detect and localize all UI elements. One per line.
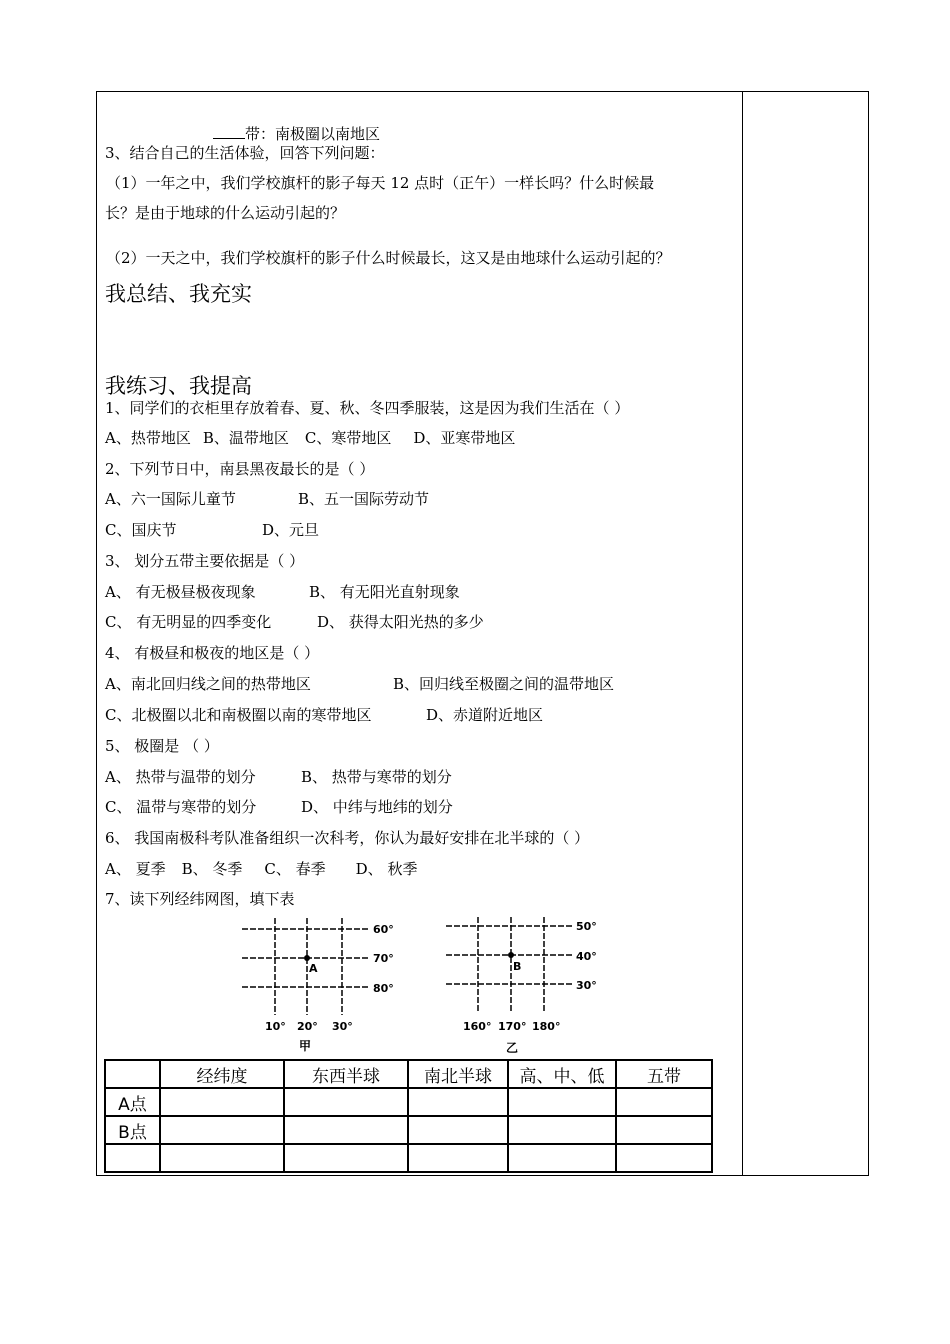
- q3-2: （2）一天之中，我们学校旗杆的影子什么时候最长，这又是由地球什么运动引起的？: [106, 249, 671, 267]
- answer-cell[interactable]: [616, 1088, 712, 1116]
- answer-cell[interactable]: [408, 1088, 508, 1116]
- option[interactable]: B、 有无阳光直射现象: [309, 583, 460, 601]
- question-2-options-row2: [105, 520, 319, 540]
- option[interactable]: C、寒带地区: [304, 429, 392, 447]
- question-3: 3、 划分五带主要依据是（ ）: [105, 552, 305, 570]
- zone-definition-text: 带：南极圈以南地区: [245, 125, 381, 143]
- heading-practice: 我练习、我提高: [105, 374, 252, 398]
- answer-cell[interactable]: [160, 1144, 284, 1172]
- diagram-caption: 甲: [299, 1039, 312, 1053]
- point-a-label: A: [309, 962, 318, 975]
- option[interactable]: D、 中纬与地纬的划分: [301, 798, 453, 816]
- question-4-options-row1: [105, 674, 614, 694]
- option[interactable]: A、 有无极昼极夜现象: [105, 583, 256, 601]
- question-5-options-row1: [105, 767, 452, 787]
- zone-definition-line: [213, 124, 380, 144]
- table-header-row: [105, 1060, 712, 1088]
- answer-cell[interactable]: [284, 1144, 408, 1172]
- lon-label: 20°: [297, 1020, 318, 1033]
- lon-label: 30°: [332, 1020, 353, 1033]
- option[interactable]: A、六一国际儿童节: [105, 490, 236, 508]
- lon-label: 160°: [463, 1020, 492, 1033]
- answer-cell[interactable]: [284, 1088, 408, 1116]
- option[interactable]: B、回归线至极圈之间的温带地区: [393, 675, 615, 693]
- table-row: [105, 1088, 712, 1116]
- heading-summary: 我总结、我充实: [105, 282, 252, 306]
- q3-intro: 3、结合自己的生活体验，回答下列问题：: [105, 144, 385, 162]
- row-label-cell: [105, 1144, 160, 1172]
- question-6-options: [105, 859, 417, 879]
- row-label-cell: A点: [105, 1088, 160, 1116]
- lat-label: 40°: [576, 950, 597, 963]
- answer-table: [104, 1059, 713, 1173]
- graticule-diagram-a: [238, 915, 408, 1055]
- table-header-cell: 高、中、低: [508, 1060, 616, 1088]
- question-4: 4、 有极昼和极夜的地区是（ ）: [105, 644, 320, 662]
- diagram-caption: 乙: [506, 1041, 519, 1055]
- option[interactable]: D、 获得太阳光热的多少: [317, 613, 484, 631]
- question-5: 5、 极圈是 （ ）: [105, 737, 219, 755]
- answer-cell[interactable]: [508, 1144, 616, 1172]
- lon-label: 180°: [532, 1020, 561, 1033]
- answer-cell[interactable]: [408, 1144, 508, 1172]
- q3-1-line1: （1）一年之中，我们学校旗杆的影子每天 12 点时（正午）一样长吗？什么时候最: [106, 174, 655, 192]
- option[interactable]: C、北极圈以北和南极圈以南的寒带地区: [105, 706, 372, 724]
- question-2: 2、下列节日中，南县黑夜最长的是（ ）: [105, 460, 375, 478]
- answer-cell[interactable]: [160, 1088, 284, 1116]
- table-header-cell: 经纬度: [160, 1060, 284, 1088]
- answer-cell[interactable]: [284, 1116, 408, 1144]
- lat-label: 30°: [576, 979, 597, 992]
- question-5-options-row2: [105, 797, 453, 817]
- point-a-marker: [304, 955, 310, 961]
- answer-cell[interactable]: [616, 1116, 712, 1144]
- option[interactable]: B、 冬季: [181, 860, 243, 878]
- option[interactable]: D、 秋季: [355, 860, 418, 878]
- question-1: 1、同学们的衣柜里存放着春、夏、秋、冬四季服装，这是因为我们生活在（ ）: [105, 399, 630, 417]
- question-1-options: [105, 428, 515, 448]
- lon-label: 10°: [265, 1020, 286, 1033]
- table-header-cell: 五带: [616, 1060, 712, 1088]
- option[interactable]: A、 夏季: [105, 860, 166, 878]
- table-header-cell: 南北半球: [408, 1060, 508, 1088]
- option[interactable]: B、 热带与寒带的划分: [301, 768, 452, 786]
- option[interactable]: C、 温带与寒带的划分: [105, 798, 257, 816]
- table-header-cell: 东西半球: [284, 1060, 408, 1088]
- question-2-options-row1: [105, 489, 429, 509]
- question-4-options-row2: [105, 705, 543, 725]
- lat-label: 70°: [373, 952, 394, 965]
- question-7: 7、读下列经纬网图，填下表: [105, 890, 295, 908]
- table-header-cell: [105, 1060, 160, 1088]
- lat-label: 50°: [576, 920, 597, 933]
- table-row: [105, 1116, 712, 1144]
- answer-cell[interactable]: [616, 1144, 712, 1172]
- answer-cell[interactable]: [508, 1088, 616, 1116]
- point-b-marker: [508, 952, 514, 958]
- option[interactable]: C、 有无明显的四季变化: [105, 613, 272, 631]
- option[interactable]: C、国庆节: [105, 521, 177, 539]
- lon-label: 170°: [498, 1020, 527, 1033]
- row-label-cell: B点: [105, 1116, 160, 1144]
- question-3-options-row1: [105, 582, 460, 602]
- answer-cell[interactable]: [508, 1116, 616, 1144]
- answer-cell[interactable]: [408, 1116, 508, 1144]
- option[interactable]: A、热带地区: [105, 429, 191, 447]
- notes-column-divider: [742, 91, 743, 1176]
- option[interactable]: B、温带地区: [202, 429, 289, 447]
- option[interactable]: A、 热带与温带的划分: [105, 768, 256, 786]
- option[interactable]: D、元旦: [262, 521, 320, 539]
- graticule-diagram-b: [440, 915, 620, 1055]
- lat-label: 80°: [373, 982, 394, 995]
- answer-blank[interactable]: [213, 124, 245, 139]
- option[interactable]: D、亚寒带地区: [413, 429, 516, 447]
- q3-1-line2: 长？是由于地球的什么运动引起的？: [105, 204, 346, 222]
- table-row: [105, 1144, 712, 1172]
- point-b-label: B: [513, 960, 522, 973]
- question-3-options-row2: [105, 612, 484, 632]
- option[interactable]: A、南北回归线之间的热带地区: [105, 675, 311, 693]
- question-6: 6、 我国南极科考队准备组织一次科考，你认为最好安排在北半球的（ ）: [105, 829, 590, 847]
- lat-label: 60°: [373, 923, 394, 936]
- option[interactable]: C、 春季: [264, 860, 326, 878]
- option[interactable]: D、赤道附近地区: [426, 706, 544, 724]
- option[interactable]: B、五一国际劳动节: [298, 490, 430, 508]
- answer-cell[interactable]: [160, 1116, 284, 1144]
